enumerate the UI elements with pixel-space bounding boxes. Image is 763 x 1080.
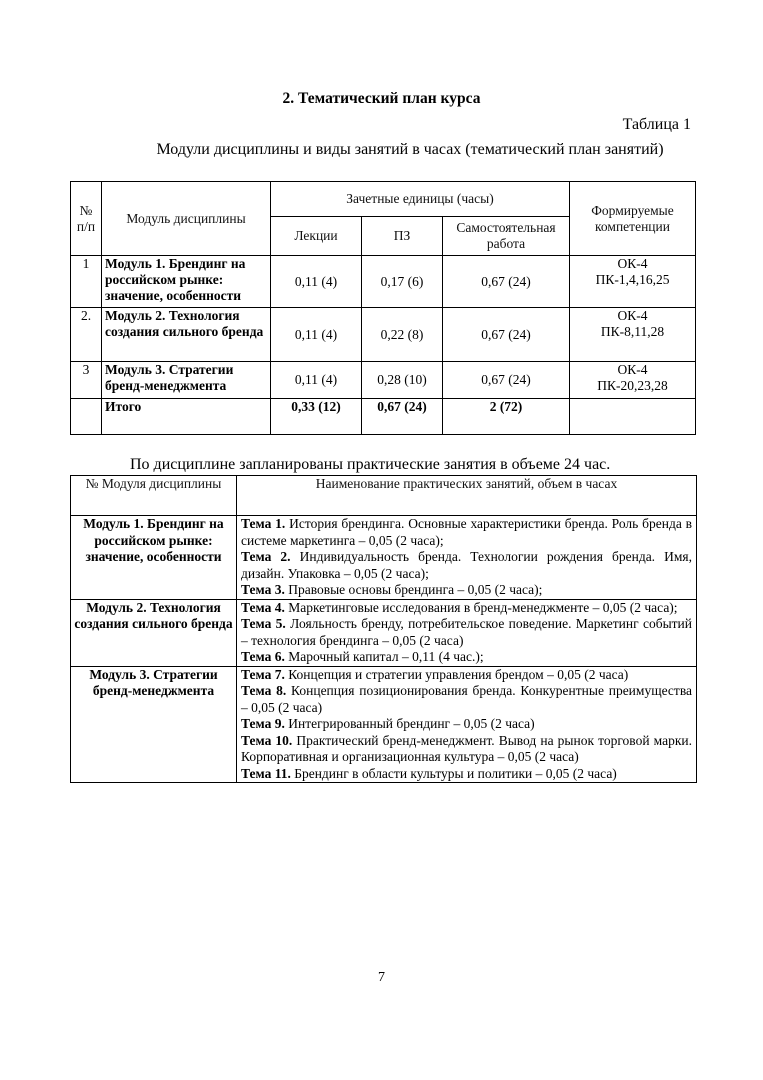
topic-item [241, 667, 692, 684]
topic-text: Правовые основы брендинга – 0,05 (2 часа); [288, 582, 543, 597]
competency-professional: ПК-20,23,28 [597, 378, 668, 393]
table-row [71, 362, 696, 399]
module-topics [237, 516, 697, 600]
row-competencies [570, 308, 696, 362]
table-caption: Модули дисциплины и виды занятий в часах (тематический план занятий) [156, 141, 664, 158]
header-self-work: Самостоятельная работа [443, 217, 570, 256]
topic-item [241, 616, 692, 649]
competency-general: ОК-4 [617, 256, 648, 271]
row-num: 3 [71, 362, 102, 399]
topic-label: Тема 5. [241, 616, 286, 631]
module-topics [237, 599, 697, 666]
module-name: Модуль 3. Стратегии бренд-менеджмента [71, 666, 237, 783]
table-label: Таблица 1 [622, 116, 691, 133]
row-pz: 0,17 (6) [362, 256, 443, 308]
row-module: Модуль 2. Технология создания сильного бренда [102, 308, 271, 362]
row-competencies [570, 256, 696, 308]
module-row [71, 666, 697, 783]
table-row [71, 256, 696, 308]
header-topics: Наименование практических занятий, объем в часах [237, 476, 697, 516]
topic-item [241, 582, 692, 599]
topic-text: Маркетинговые исследования в бренд-менеджменте – 0,05 (2 часа); [288, 599, 678, 615]
total-row [71, 399, 696, 435]
topic-text: Концепция позиционирования бренда. Конкурентные преимущества – 0,05 (2 часа) [241, 683, 693, 715]
thematic-plan-table [70, 181, 696, 435]
row-num: 2. [71, 308, 102, 362]
row-num: 1 [71, 256, 102, 308]
topic-text: Брендинг в области культуры и политики – 0,05 (2 часа) [294, 765, 617, 781]
total-pz: 0,67 (24) [362, 399, 443, 435]
topic-label: Тема 11. [241, 765, 291, 781]
topic-item [241, 649, 692, 666]
total-label: Итого [102, 399, 271, 435]
row-self-work: 0,67 (24) [443, 362, 570, 399]
section-title: 2. Тематический план курса [282, 90, 481, 107]
topic-item [241, 766, 692, 783]
total-competencies [570, 399, 696, 435]
row-lectures: 0,11 (4) [271, 308, 362, 362]
topic-label: Тема 3. [241, 582, 285, 597]
topic-label: Тема 8. [241, 683, 287, 698]
topic-item [241, 733, 692, 766]
module-name: Модуль 2. Технология создания сильного бренда [71, 599, 237, 666]
module-row [71, 516, 697, 600]
header-module: Модуль дисциплины [102, 182, 271, 256]
topic-item [241, 716, 692, 733]
topic-item [241, 600, 692, 617]
header-module: № Модуля дисциплины [71, 476, 237, 516]
total-num [71, 399, 102, 435]
header-credits: Зачетные единицы (часы) [271, 182, 570, 217]
row-module: Модуль 3. Стратегии бренд-менеджмента [102, 362, 271, 399]
table-row [71, 308, 696, 362]
topic-label: Тема 7. [241, 666, 285, 682]
practical-classes-table [70, 475, 697, 783]
header-competencies: Формируемые компетенции [570, 182, 696, 256]
module-row [71, 599, 697, 666]
row-self-work: 0,67 (24) [443, 256, 570, 308]
module-name: Модуль 1. Брендинг на российском рынке: значение, особенности [71, 516, 237, 600]
practice-intro: По дисциплине запланированы практические занятия в объеме 24 час. [130, 456, 611, 473]
topic-text: Марочный капитал – 0,11 (4 час.); [288, 649, 484, 664]
row-lectures: 0,11 (4) [271, 256, 362, 308]
row-pz: 0,28 (10) [362, 362, 443, 399]
competency-general: ОК-4 [617, 308, 648, 323]
topic-label: Тема 2. [241, 549, 291, 564]
topic-label: Тема 6. [241, 649, 285, 664]
header-lectures: Лекции [271, 217, 362, 256]
topic-label: Тема 1. [241, 516, 286, 531]
topic-item [241, 683, 692, 716]
topic-text: Интегрированный брендинг – 0,05 (2 часа) [288, 716, 535, 731]
competency-general: ОК-4 [617, 362, 648, 377]
topic-text: История брендинга. Основные характеристики бренда. Роль бренда в системе маркетинга – 0,05 (2 часа); [241, 516, 693, 548]
row-module: Модуль 1. Брендинг на российском рынке: значение, особенности [102, 256, 271, 308]
page-number: 7 [378, 970, 385, 985]
topic-text: Лояльность бренду, потребительское поведение. Маркетинг событий – технология брендинга – 0,05 (2 часа) [241, 616, 692, 648]
competency-professional: ПК-8,11,28 [600, 324, 665, 339]
topic-item [241, 516, 692, 549]
topic-label: Тема 9. [241, 716, 285, 731]
header-pz: ПЗ [362, 217, 443, 256]
competency-professional: ПК-1,4,16,25 [595, 272, 670, 287]
module-topics [237, 666, 697, 783]
topic-item [241, 549, 692, 582]
topic-label: Тема 10. [241, 732, 293, 748]
total-self-work: 2 (72) [443, 399, 570, 435]
topic-label: Тема 4. [241, 599, 285, 615]
row-pz: 0,22 (8) [362, 308, 443, 362]
total-lectures: 0,33 (12) [271, 399, 362, 435]
topic-text: Практический бренд-менеджмент. Вывод на рынок торговой марки. Корпоративная и организационная культура – 0,05 (2 часа) [241, 732, 692, 764]
row-lectures: 0,11 (4) [271, 362, 362, 399]
row-competencies [570, 362, 696, 399]
row-self-work: 0,67 (24) [443, 308, 570, 362]
topic-text: Индивидуальность бренда. Технологии рождения бренда. Имя, дизайн. Упаковка – 0,05 (2 часа); [241, 549, 692, 581]
topic-text: Концепция и стратегии управления брендом – 0,05 (2 часа) [288, 666, 629, 682]
header-num: № п/п [71, 182, 102, 256]
